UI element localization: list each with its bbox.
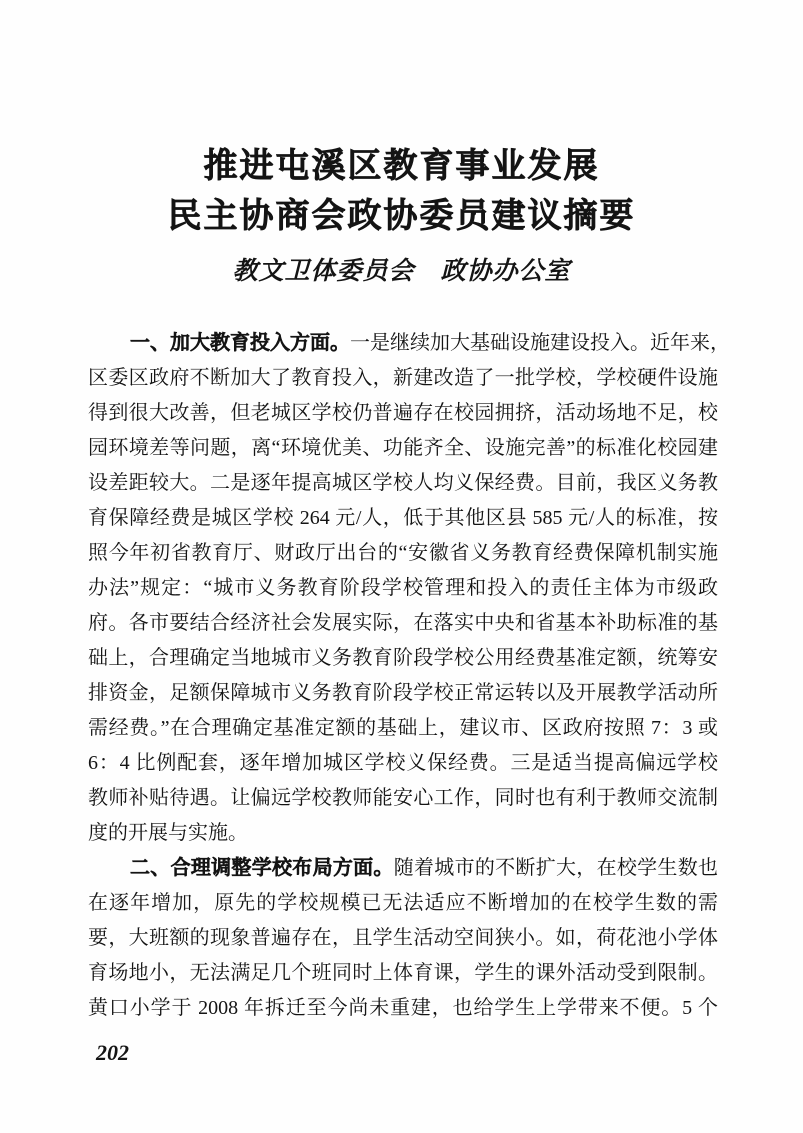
body-line: 黄口小学于 2008 年拆迁至今尚未重建，也给学生上学带来不便。5 个 (88, 997, 718, 1019)
body-line: 园环境差等问题，离“环境优美、功能齐全、设施完善”的标准化校园建 (88, 437, 718, 459)
section-1-heading: 一、加大教育投入方面。 (130, 332, 350, 354)
body-text-run: 一是继续加大基础设施建设投入。近年来， (350, 332, 730, 354)
section-2-heading: 二、合理调整学校布局方面。 (130, 857, 394, 879)
body-line: 在逐年增加，原先的学校规模已无法适应不断增加的在校学生数的需 (88, 892, 718, 914)
body-line: 区委区政府不断加大了教育投入，新建改造了一批学校，学校硬件设施 (88, 367, 718, 389)
body-line: 需经费。”在合理确定基准定额的基础上，建议市、区政府按照 7：3 或 (88, 717, 718, 739)
body-line: 育场地小，无法满足几个班同时上体育课，学生的课外活动受到限制。 (88, 962, 718, 984)
body-line: 照今年初省教育厅、财政厅出台的“安徽省义务教育经费保障机制实施 (88, 542, 718, 564)
body-line: 办法”规定：“城市义务教育阶段学校管理和投入的责任主体为市级政 (88, 577, 718, 599)
document-body (88, 326, 730, 1026)
body-line: 育保障经费是城区学校 264 元/人，低于其他区县 585 元/人的标准，按 (88, 507, 718, 529)
body-line: 础上，合理确定当地城市义务教育阶段学校公用经费基准定额，统筹安 (88, 647, 718, 669)
body-line: 排资金，足额保障城市义务教育阶段学校正常运转以及开展教学活动所 (88, 682, 718, 704)
body-line: 教师补贴待遇。让偏远学校教师能安心工作，同时也有利于教师交流制 (88, 787, 718, 809)
title-line-2: 民主协商会政协委员建议摘要 (167, 197, 636, 235)
body-line (88, 326, 730, 361)
body-line: 府。各市要结合经济社会发展实际，在落实中央和省基本补助标准的基 (88, 612, 718, 634)
byline-authors: 教文卫体委员会 政协办公室 (232, 258, 571, 285)
body-line: 设差距较大。二是逐年提高城区学校人均义保经费。目前，我区义务教 (88, 472, 718, 494)
body-line (88, 851, 718, 886)
body-text-run: 随着城市的不断扩大，在校学生数也 (393, 857, 719, 879)
page-number: 202 (96, 1040, 129, 1065)
body-line: 要，大班额的现象普遍存在，且学生活动空间狭小。如，荷花池小学体 (88, 927, 718, 949)
title-line-1: 推进屯溪区教育事业发展 (203, 147, 600, 185)
document-title (0, 141, 803, 241)
body-line: 得到很大改善，但老城区学校仍普遍存在校园拥挤，活动场地不足，校 (88, 402, 718, 424)
body-line: 6：4 比例配套，逐年增加城区学校义保经费。三是适当提高偏远学校 (88, 752, 718, 774)
body-line: 度的开展与实施。 (88, 822, 248, 844)
